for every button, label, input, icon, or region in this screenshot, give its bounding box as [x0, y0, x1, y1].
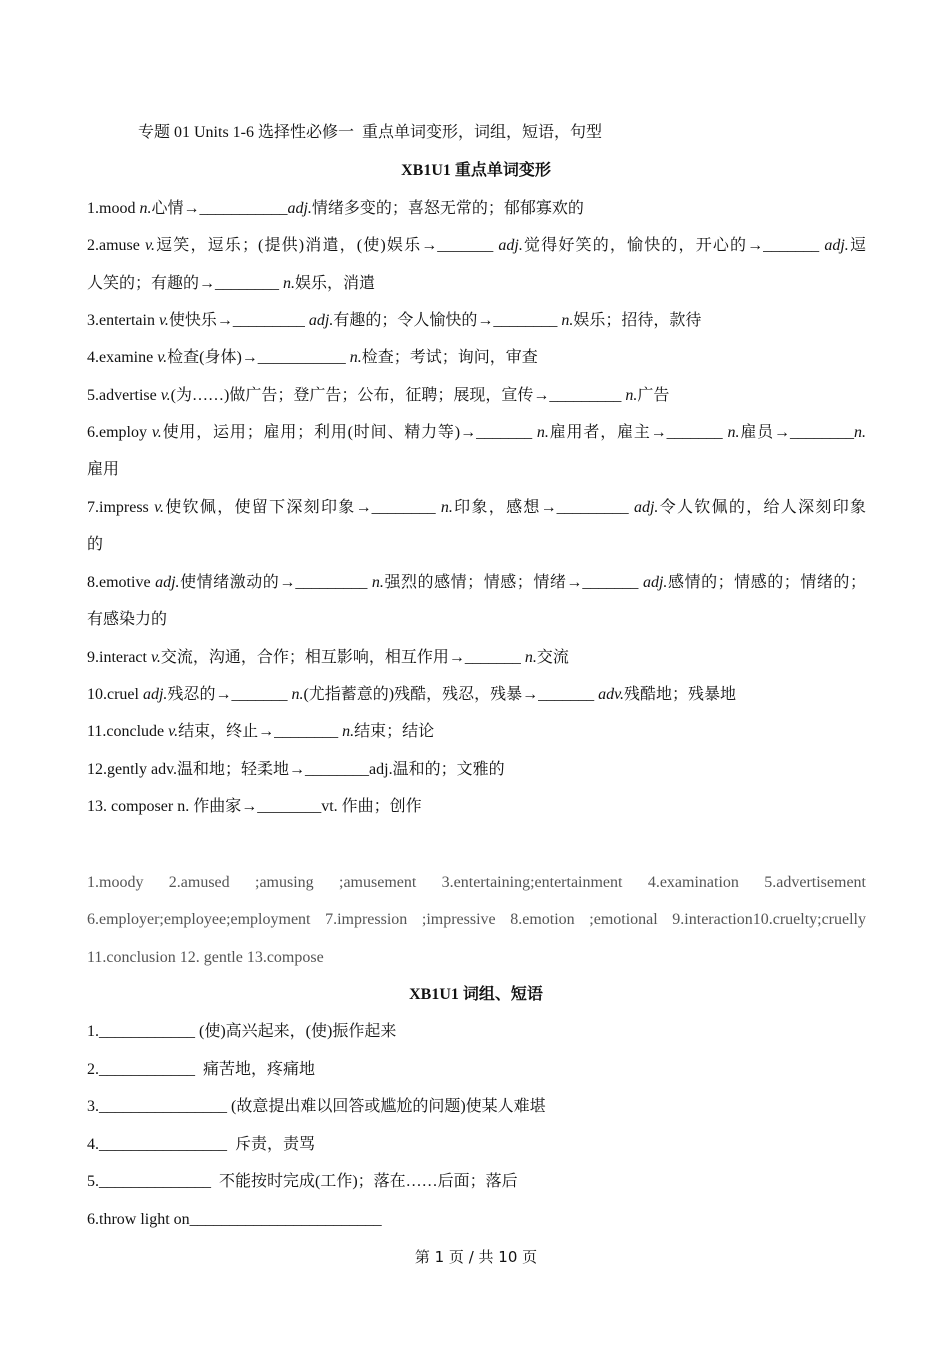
section-heading-vocab: XB1U1 重点单词变形	[401, 162, 551, 179]
vocab-line	[87, 384, 866, 408]
vocab-line	[87, 272, 866, 296]
vocab-text: v.	[157, 349, 168, 366]
vocab-text: 12.gently adv.温和地；轻柔地→________adj.温和的；文雅的	[87, 761, 505, 778]
vocab-text: 残酷地；残暴地	[624, 686, 737, 703]
vocab-text: 广告	[637, 387, 670, 404]
vocab-text: 强烈的感情；情感；情绪→_______	[383, 574, 643, 591]
vocab-line	[87, 683, 866, 707]
vocab-line	[87, 758, 866, 782]
vocab-text: adj.	[155, 574, 180, 591]
phrase-item: 3.________________ (故意提出难以回答或尴尬的问题)使某人难堪	[87, 1098, 546, 1115]
vocab-text: 使情绪激动的→_________	[179, 574, 372, 591]
vocab-text: 有趣的；令人愉快的→________	[333, 312, 562, 329]
vocab-text: 使钦佩，使留下深刻印象→________	[164, 499, 441, 516]
vocab-line	[87, 197, 866, 221]
vocab-text: n.	[349, 349, 362, 366]
vocab-text: 使用，运用；雇用；利用(时间、精力等)→_______	[161, 424, 537, 441]
vocab-text: 4.examine	[87, 349, 158, 366]
vocab-text: 逗笑，逗乐；(提供)消遣，(使)娱乐→_______	[154, 237, 499, 254]
vocab-text: 感情的；情感的；情绪的；	[667, 574, 866, 591]
vocab-text: 觉得好笑的，愉快的，开心的→_______	[522, 237, 825, 254]
vocab-text: 的	[87, 536, 104, 553]
vocab-text: v.	[151, 424, 162, 441]
vocab-line	[87, 309, 866, 333]
document-title: 专题 01 Units 1-6 选择性必修一 重点单词变形，词组，短语，句型	[138, 124, 603, 141]
vocab-text: 人笑的；有趣的→________	[87, 275, 284, 292]
phrase-item: 2.____________ 痛苦地，疼痛地	[87, 1061, 316, 1078]
vocab-text: adj.	[824, 237, 849, 254]
vocab-text: n.	[854, 424, 866, 441]
vocab-text: 有感染力的	[87, 611, 168, 628]
vocab-text: v.	[158, 312, 169, 329]
vocab-text: (为……)做广告；登广告；公布，征聘；展现，宣传→_________	[170, 387, 626, 404]
vocab-text: 交流	[536, 649, 569, 666]
answer-line: 6.employer;employee;employment 7.impression ;impressive 8.emotion ;emotional 9.interaction10.cruelty;cruelly	[87, 911, 866, 928]
vocab-line	[87, 571, 866, 595]
answer-line: 11.conclusion 12. gentle 13.compose	[87, 949, 324, 966]
vocab-text: v.	[160, 387, 171, 404]
vocab-text: v.	[168, 723, 179, 740]
vocab-text: adj.	[287, 200, 312, 217]
vocab-line	[87, 533, 866, 557]
vocab-text: adj.	[642, 574, 668, 591]
answer-line: 1.moody 2.amused ;amusing ;amusement 3.entertaining;entertainment 4.examination 5.advertisement	[87, 874, 866, 891]
vocab-text: 2.amuse	[87, 237, 146, 254]
vocab-line	[87, 646, 866, 670]
vocab-line	[87, 346, 866, 370]
vocab-text: adj.	[633, 499, 659, 516]
vocab-text: 交流，沟通，合作；相互影响，相互作用→_______	[160, 649, 525, 666]
vocab-text: 印象，感想→_________	[452, 499, 634, 516]
vocab-text: adj.	[308, 312, 334, 329]
vocab-text: 心情→___________	[151, 200, 288, 217]
phrase-item: 5.______________ 不能按时完成(工作)；落在……后面；落后	[87, 1173, 518, 1190]
vocab-text: n.	[371, 574, 384, 591]
vocab-text: 3.entertain	[87, 312, 159, 329]
vocab-line	[87, 608, 866, 632]
vocab-text: 11.conclude	[87, 723, 169, 740]
vocab-text: 令人钦佩的，给人深刻印象	[658, 499, 866, 516]
vocab-text: 结束；结论	[354, 723, 435, 740]
vocab-text: 9.interact	[87, 649, 151, 666]
vocab-text: n.	[291, 686, 304, 703]
vocab-text: 5.advertise	[87, 387, 161, 404]
vocab-text: adj.	[498, 237, 523, 254]
vocab-text: 7.impress	[87, 499, 155, 516]
vocab-text: 6.employ	[87, 424, 152, 441]
vocab-text: 娱乐；招待，款待	[573, 312, 702, 329]
vocab-text: 雇用	[87, 461, 120, 478]
vocab-text: 1.mood	[87, 200, 140, 217]
vocab-text: n.	[524, 649, 537, 666]
vocab-text: 使快乐→_________	[168, 312, 309, 329]
vocab-line	[87, 234, 866, 258]
vocab-line	[87, 496, 866, 520]
vocab-text: 情绪多变的；喜怒无常的；郁郁寡欢的	[311, 200, 584, 217]
vocab-line	[87, 421, 866, 445]
vocab-text: adv.	[598, 686, 625, 703]
vocab-text: n.	[342, 723, 355, 740]
vocab-text: v.	[154, 499, 164, 516]
vocab-text: n.	[727, 424, 740, 441]
vocab-text: v.	[150, 649, 161, 666]
vocab-text: adj.	[142, 686, 168, 703]
vocab-text: 检查；考试；询问，审查	[361, 349, 538, 366]
vocab-text: (尤指蓄意的)残酷，残忍，残暴→_______	[303, 686, 599, 703]
vocab-text: 检查(身体)→___________	[167, 349, 350, 366]
vocab-text: n.	[625, 387, 638, 404]
vocab-text: n.	[561, 312, 574, 329]
vocab-line	[87, 720, 866, 744]
vocab-line	[87, 458, 866, 482]
vocab-text: 10.cruel	[87, 686, 143, 703]
phrase-item: 6.throw light on________________________	[87, 1211, 382, 1228]
vocab-text: 残忍的→_______	[167, 686, 292, 703]
vocab-text: n.	[283, 275, 296, 292]
vocab-text: 13. composer n. 作曲家→________vt. 作曲；创作	[87, 798, 422, 815]
vocab-text: 雇用者，雇主→_______	[548, 424, 728, 441]
vocab-text: n.	[139, 200, 152, 217]
vocab-text: 雇员→________	[739, 424, 854, 441]
vocab-line	[87, 795, 866, 819]
section-heading-phrases: XB1U1 词组、短语	[409, 986, 543, 1003]
vocab-text: 娱乐，消遣	[295, 275, 376, 292]
vocab-text: v.	[145, 237, 155, 254]
vocab-text: n.	[536, 424, 549, 441]
vocab-text: 结束，终止→________	[178, 723, 343, 740]
page-footer: 第 1 页 / 共 10 页	[414, 1248, 538, 1266]
phrase-item: 1.____________ (使)高兴起来，(使)振作起来	[87, 1023, 397, 1040]
vocab-text: 8.emotive	[87, 574, 156, 591]
phrase-item: 4.________________ 斥责，责骂	[87, 1136, 316, 1153]
vocab-text: n.	[440, 499, 453, 516]
vocab-text: 逗	[848, 237, 866, 254]
